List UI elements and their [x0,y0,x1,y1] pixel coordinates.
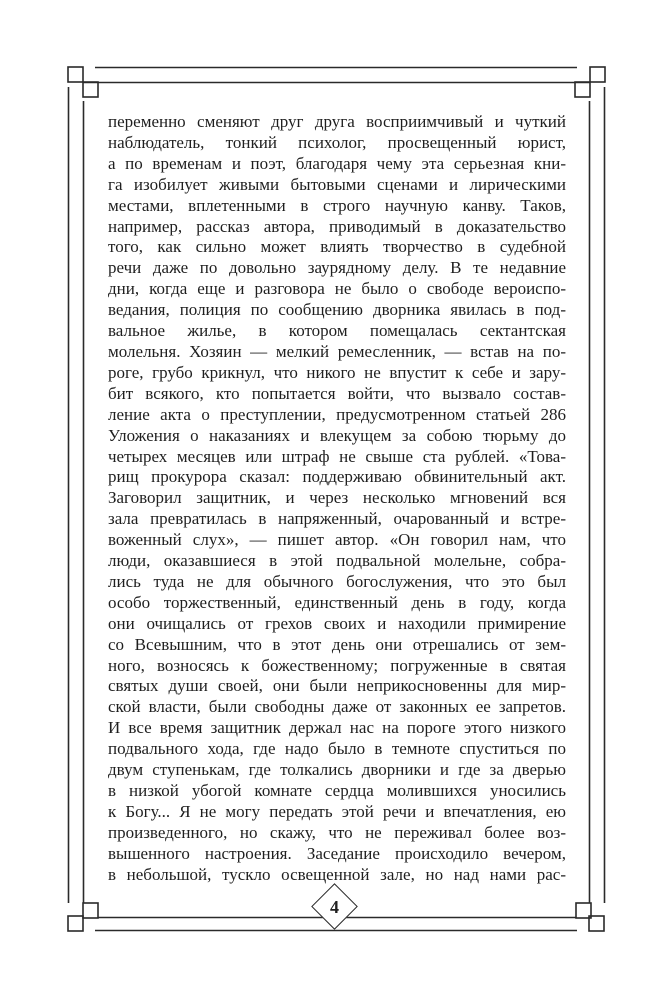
text-line: произведенного, но скажу, что не переживал более воз- [108,822,566,842]
page-number: 4 [330,897,339,917]
text-line: речи даже по довольно заурядному делу. В те недавние [108,258,566,278]
text-line: подвального хода, где надо было в темноте спуститься по [108,739,566,759]
text-line: воженный слух», — пишет автор. «Он говорил нам, что [108,530,566,550]
text-line: двум ступенькам, где толкались дворники и где за дверью [108,760,566,780]
text-line: бит всякого, кто попытается войти, что вызвало состав- [108,383,566,403]
text-line: наблюдатель, тонкий психолог, просвещенный юрист, [108,132,566,152]
text-line: ской власти, были свободны даже от законных ее запретов. [108,697,566,717]
text-line: в небольшой, тускло освещенной зале, но над нами рас- [108,864,566,884]
text-line: со Всевышним, что в этот день они отрешались от зем- [108,634,566,654]
text-line: четырех месяцев или штраф не свыше ста рублей. «Това- [108,446,566,466]
text-line: зала превратилась в напряженный, очарованный и встре- [108,509,566,529]
text-line: люди, оказавшиеся в этой подвальной молельне, собра- [108,551,566,571]
text-line: И все время защитник держал нас на пороге этого низкого [108,718,566,738]
text-line: дни, когда еще и разговора не было о свободе вероиспо- [108,279,566,299]
text-line: например, рассказ автора, приводимый в доказательство [108,216,566,236]
text-line: роге, грубо крикнул, что никого не впустит к себе и зару- [108,362,566,382]
text-line: га изобилует живыми бытовыми сценами и лирическими [108,174,566,194]
text-line: Заговорил защитник, и через несколько мгновений вся [108,488,566,508]
text-line: особо торжественный, единственный день в году, когда [108,592,566,612]
text-line: ного, возносясь к божественному; погруженные в святая [108,655,566,675]
text-line: ление акта о преступлении, предусмотренном статьей 286 [108,404,566,424]
text-line: вальное жилье, в котором помещалась сектантская [108,321,566,341]
text-line: того, как сильно может влиять творчество в судебной [108,237,566,257]
text-line: Уложения о наказаниях и влекущем за собою тюрьму до [108,425,566,445]
text-line: лись туда не для обычного богослужения, что это был [108,571,566,591]
page-text [108,112,566,886]
text-line: а по временам и поэт, благодаря чему эта серьезная кни- [108,153,566,173]
text-line: в низкой убогой комнате сердца молившихся уносились [108,781,566,800]
text-line: они очищались от грехов своих и находили примирение [108,613,566,633]
text-line: к Богу... Я не могу передать этой речи и впечатления, ею [108,801,566,821]
text-line: переменно сменяют друг друга восприимчивый и чуткий [108,112,566,131]
text-line: местами, вплетенными в строго научную канву. Таков, [108,195,566,215]
text-line: вышенного настроения. Заседание происходило вечером, [108,843,566,863]
text-line: молельня. Хозяин — мелкий ремесленник, — встав на по- [108,341,566,361]
text-line: святых души своей, они были неприкосновенны для мир- [108,676,566,696]
text-line: ведания, полиция по сообщению дворника явилась в под- [108,300,566,320]
text-line: рищ прокурора сказал: поддерживаю обвинительный акт. [108,467,566,487]
